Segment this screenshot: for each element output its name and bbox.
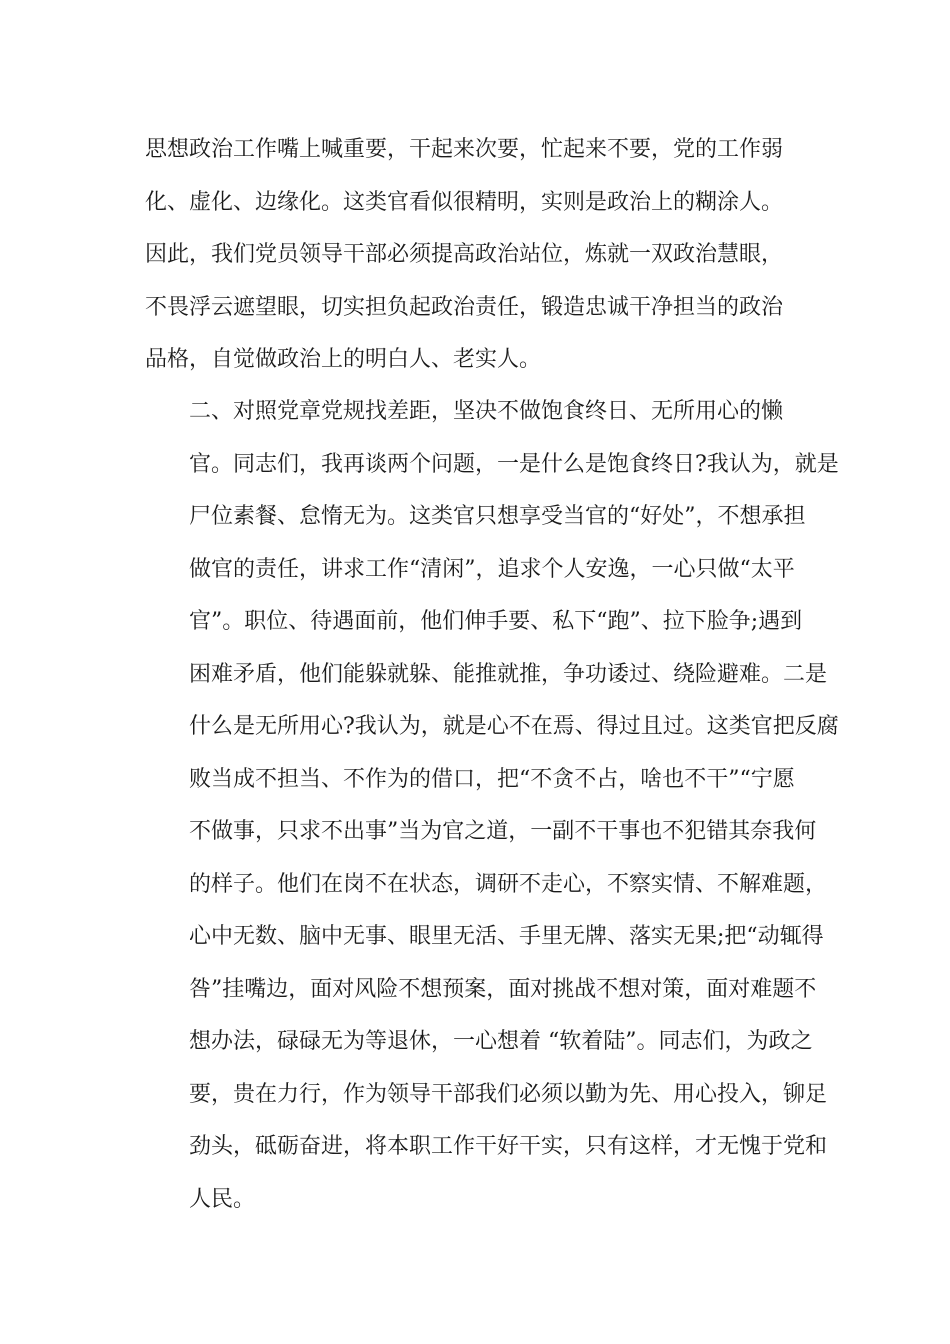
- text-line: 品格，自觉做政治上的明白人、老实人。: [145, 347, 542, 372]
- text-line: 不做事，只求不出事”当为官之道，一副不干事也不犯错其奈我何: [189, 819, 817, 844]
- text-line: 做官的责任，讲求工作“清闲”，追求个人安逸，一心只做“太平: [189, 556, 795, 582]
- text-line: 心中无数、脑中无事、眼里无活、手里无牌、落实无果;把“动辄得: [189, 924, 824, 949]
- paragraph-lazy-officials: [145, 386, 839, 1226]
- text-line: 要，贵在力行，作为领导干部我们必须以勤为先、用心投入，铆足: [189, 1081, 828, 1107]
- text-line: 劲头，砥砺奋进，将本职工作干好干实，只有这样，才无愧于党和: [189, 1134, 828, 1159]
- text-line: 人民。: [189, 1186, 256, 1212]
- text-line: 咎”挂嘴边，面对风险不想预案，面对挑战不想对策，面对难题不: [189, 976, 817, 1002]
- text-line: 不畏浮云遮望眼，切实担负起政治责任，锻造忠诚干净担当的政治: [145, 294, 784, 320]
- paragraph-political-work: [145, 124, 810, 387]
- text-line: 思想政治工作嘴上喊重要，干起来次要，忙起来不要，党的工作弱: [145, 137, 784, 162]
- text-line: 二、对照党章党规找差距，坚决不做饱食终日、无所用心的懒: [189, 399, 784, 424]
- text-line: 困难矛盾，他们能躲就躲、能推就推，争功诿过、绕险避难。二是: [189, 661, 828, 687]
- text-line: 化、虚化、边缘化。这类官看似很精明，实则是政治上的糊涂人。: [145, 189, 784, 215]
- text-line: 官。同志们，我再谈两个问题，一是什么是饱食终日?我认为，就是: [189, 451, 839, 477]
- text-line: 的样子。他们在岗不在状态，调研不走心，不察实情、不解难题，: [189, 871, 828, 897]
- text-line: 什么是无所用心?我认为，就是心不在焉、得过且过。这类官把反腐: [189, 714, 839, 739]
- text-line: 败当成不担当、不作为的借口，把“不贪不占，啥也不干”“宁愿: [189, 766, 795, 792]
- text-line: 尸位素餐、怠惰无为。这类官只想享受当官的“好处”，不想承担: [189, 504, 806, 529]
- text-line: 想办法，碌碌无为等退休，一心想着 “软着陆”。同志们，为政之: [189, 1029, 813, 1054]
- text-line: 因此，我们党员领导干部必须提高政治站位，炼就一双政治慧眼，: [145, 242, 784, 267]
- text-line: 官”。职位、待遇面前，他们伸手要、私下“跑”、拉下脸争;遇到: [189, 609, 803, 634]
